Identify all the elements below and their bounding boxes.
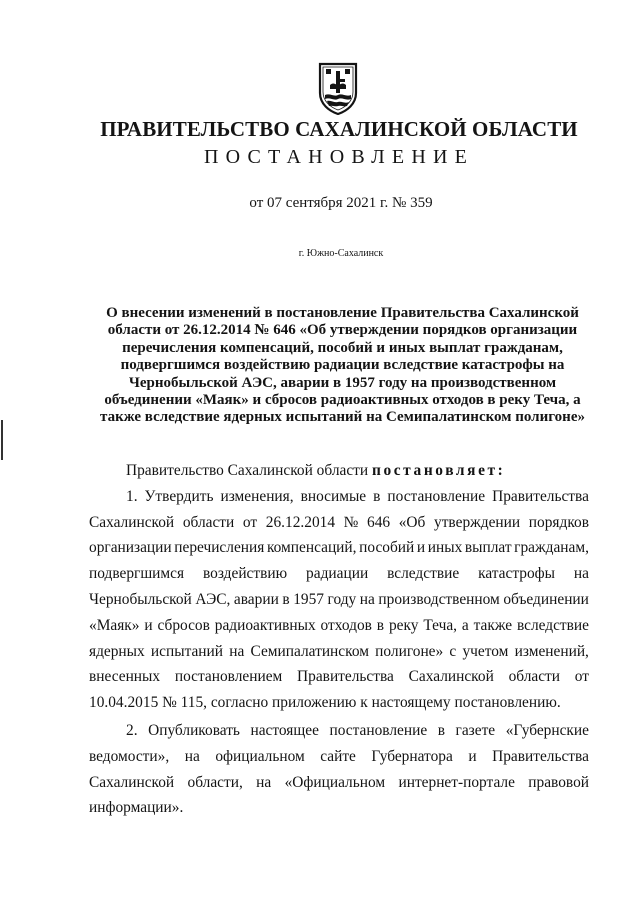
preamble: [89, 458, 589, 484]
subject-line: О внесении изменений в постановление Правительства Сахалинской: [106, 305, 579, 321]
subject-line: Чернобыльской АЭС, аварии в 1957 году на производственном: [128, 374, 557, 391]
paragraph-line: Сахалинской области, на «Официальном интернет-портале правовой: [89, 773, 589, 791]
document-date-number: от 07 сентября 2021 г. № 359: [249, 195, 433, 211]
paragraph-list: [89, 484, 589, 821]
sakhalin-coat-of-arms-icon: [316, 59, 360, 115]
paragraph-line: внесенных постановлением Правительства Сахалинской области от: [89, 668, 589, 686]
paragraph-line: 2. Опубликовать настоящее постановление в газете «Губернские: [126, 721, 589, 739]
subject-line: области от 26.12.2014 № 646 «Об утверждении порядков организации: [107, 322, 578, 339]
paragraph-line: Чернобыльской АЭС, аварии в 1957 году на производственном объединении: [89, 590, 589, 608]
paragraph-line: ядерных испытаний на Семипалатинском полигоне» с учетом изменений,: [89, 642, 589, 660]
paragraph-line: Сахалинской области от 26.12.2014 № 646 «Об утверждении порядков: [89, 513, 589, 531]
paragraph-line: 10.04.2015 № 115, согласно приложению к настоящему постановлению.: [89, 694, 561, 712]
document-city: г. Южно-Сахалинск: [298, 248, 384, 259]
paragraph-line: ведомости», на официальном сайте Губернатора и Правительства: [89, 747, 589, 765]
paragraph-line: подвергшимся воздействию радиации вследствие катастрофы на: [89, 565, 589, 583]
paragraph-2: [89, 718, 589, 821]
subject-line: перечисления компенсаций, пособий и иных выплат гражданам,: [122, 339, 563, 356]
preamble-emphasis: постановляет:: [371, 462, 506, 479]
preamble-text: Правительство Сахалинской области: [126, 462, 372, 479]
subject-line: подвергшимся воздействию радиации вследствие катастрофы на: [120, 357, 565, 374]
scan-margin-mark: [1, 420, 3, 460]
paragraph-1: [89, 484, 589, 718]
document-type: ПОСТАНОВЛЕНИЕ: [203, 146, 475, 168]
subject-line: объединении «Маяк» и сбросов радиоактивных отходов в реку Теча, а: [104, 392, 581, 409]
paragraph-line: «Маяк» и сбросов радиоактивных отходов в реку Теча, а также вследствие: [89, 616, 589, 634]
organization-title: ПРАВИТЕЛЬСТВО САХАЛИНСКОЙ ОБЛАСТИ: [100, 117, 578, 141]
document-subject: [90, 305, 595, 427]
subject-line: также вследствие ядерных испытаний на Семипалатинском полигоне»: [100, 409, 585, 426]
paragraph-line: организации перечисления компенсаций, пособий и иных выплат гражданам,: [89, 539, 589, 557]
paragraph-line: 1. Утвердить изменения, вносимые в постановление Правительства: [126, 487, 589, 505]
paragraph-line: информации».: [89, 799, 184, 817]
document-body: [89, 458, 589, 821]
